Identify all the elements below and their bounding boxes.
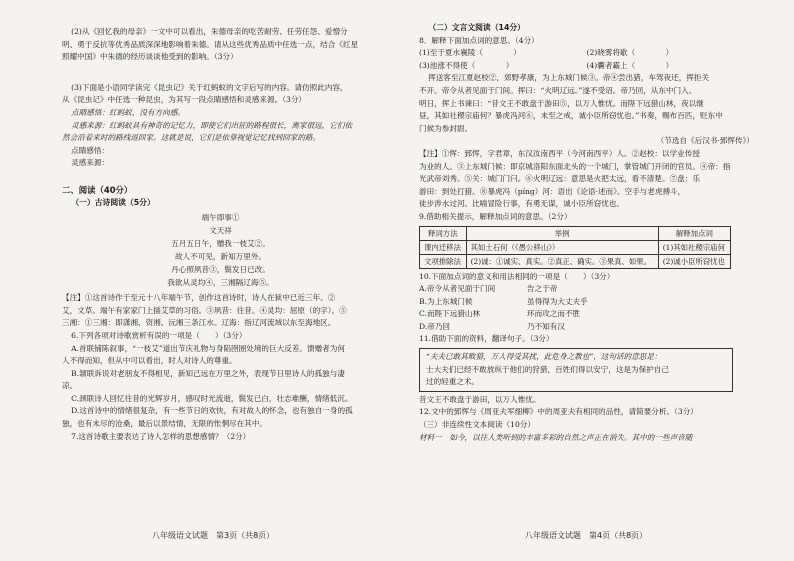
option-right: 乃不知有汉	[527, 321, 565, 331]
subsection-nontext: （三）非连续性文本阅读（10分）	[419, 420, 535, 430]
example-insight: 点睛感悟：红蚂蚁，没有方向感。	[71, 107, 186, 117]
q6-option-d-cont: 独，也有未尽的沧桑，最后以景结情，无限的怅惘尽在其中。	[62, 419, 268, 429]
note-line: 【注】①恽：郅恽，字君章，东汉汝南西平（今河南西平）人。②赵校：以学业传授	[419, 148, 700, 158]
box-line: 士大夫们已经不敢放纵于他们的狩猎，百姓们得以安宁，这是为保护自己	[426, 364, 669, 374]
option-left: B.为上东城门候	[419, 296, 473, 306]
passage-source: （节选自《后汉书·郅恽传》）	[656, 136, 754, 146]
poem-line: 我欲从灵均④，三湘隔辽海⑤。	[167, 278, 274, 288]
q2-text-2: 明、勇于反抗等优秀品质深深地影响着朱德。请从这些优秀品质中任选一点，结合《红星	[62, 39, 359, 49]
page-footer-right: 八年级语文试题 第4页（共8页）	[525, 531, 648, 541]
box-line: 过的轻重之术。	[426, 377, 480, 387]
q3-text-1: (3)下面是小语同学读完《昆虫记》关于红蚂蚁的文字后写的内容。请仿照此内容，	[71, 82, 348, 92]
table-header: 解释加点词	[658, 226, 730, 240]
q2-text-1: (2)从《回忆我的母亲》一文中可以看出，朱德母亲的吃苦耐劳、任劳任怨、爱憎分	[71, 27, 348, 36]
table-cell: 文项排除法	[420, 254, 467, 268]
table-cell: (2)诚小臣所窃忧也	[658, 254, 730, 268]
note-line: 游田：到处打猎。⑧暴虎冯（píng）河：语出《论语·述而》。空手与老虎搏斗，	[419, 186, 686, 196]
q10-option-b	[419, 296, 754, 309]
q6-option-a: A.首联铺陈叙事，“一枝艾”道出节庆礼物与身陷囹圄处境的巨大反差。馈赠者为何	[71, 343, 345, 353]
q3-text-2: 从《昆虫记》中任选一种昆虫，为其写一段点睛感悟和灵感来源。（3分）	[62, 95, 307, 105]
q6-stem: 6.下列各项对诗歌赏析有误的一项是（ ）（3分）	[71, 330, 247, 340]
example-source-1: 灵感来源：红蚂蚁具有神奇的记忆力，即使它们出征的路程很长，离家很远，它们依	[71, 120, 353, 130]
table-header: 举例	[466, 226, 658, 240]
q8-row-2	[419, 60, 754, 73]
answer-space	[62, 64, 379, 82]
q10-option-a	[419, 283, 754, 296]
option-left: C.而陛下远猎山林	[419, 309, 481, 319]
q9-table	[419, 226, 731, 269]
subsection-poem: （一）古诗阅读（5分）	[71, 197, 155, 207]
q9-stem: 9.借助相关提示，解释加点词的意思。（2分）	[419, 211, 572, 221]
q10-option-c	[419, 308, 754, 321]
q8-item-1: (1)至于夏水襄陵（ ）	[419, 48, 521, 58]
option-right: 环而攻之而不胜	[527, 309, 581, 319]
table-cell: (1)其如社稷宗庙何	[658, 240, 730, 254]
spacer	[62, 170, 379, 180]
table-cell: 其如土石何（《愚公移山》）	[466, 240, 658, 254]
subsection-classical: （二）文言文阅读（14分）	[428, 23, 525, 32]
fill-source: 灵感来源：	[71, 158, 110, 168]
fill-insight: 点睛感悟：	[71, 145, 110, 155]
q11-stem: 11.借助下面的资料，翻译句子。（3分）	[419, 334, 554, 344]
page-footer-left: 八年级语文试题 第3页（共8页）	[152, 531, 275, 541]
poem-line: 丹心照夙昔③，鬓发日已改。	[171, 265, 270, 275]
passage-line: 挥送客至江夏赵校②，郊野孝康，为上东城门候③。帝④尝出猎，车驾夜还，挥拒关	[428, 73, 710, 83]
poem-line: 故人不可见，新知万里外。	[174, 252, 267, 262]
passage-line: 明日，挥上书谏曰：“昔文王不敢盘于游田⑤，以万人惟忧。而陛下远猎山林，夜以继	[419, 98, 704, 108]
q12-stem: 12.文中的郅恽与《周亚夫军细柳》中的周亚夫有相同的品性，请简要分析。（3分）	[419, 407, 698, 417]
q6-option-b: B.颔联诉说对老朋友不得相见，新知己远在万里之外，表现节日里诗人的孤独与凄	[71, 368, 345, 378]
option-left: A.帝令从者见面于门间	[419, 284, 496, 294]
passage-line: 昼，其如社稷宗庙何？暴虎冯河⑥，未至之戒，诚小臣所窃忧也。”书奏，赐布百匹，贬东中	[419, 111, 723, 121]
material-1: 材料一 如今，以往人类听到的丰富多彩的自然之声正在消失。其中的一些声音随	[419, 432, 693, 442]
q10-option-d	[419, 321, 754, 334]
note-line: 徒步涉水过河。比喻冒险行事，有勇无谋，诚小臣所窃忧也。	[419, 199, 625, 209]
poem-line: 五月五日午，赠我一枝艾②。	[171, 239, 270, 249]
option-left: D.帝乃回	[419, 321, 451, 331]
note-line: 光武帝刘秀。⑤关：城门门闩。⑥火明辽远：意思是火把太远，看不清楚。⑦盘：乐	[419, 174, 700, 184]
q6-option-d: D.这首诗中的情绪很复杂，有一些节日的欢快，有对故人的怀念，也有独自一身的孤	[71, 406, 353, 416]
q8-row-1	[419, 47, 754, 60]
table-cell: (2)诚：①诚实、真实。②真正、确实。③果真、如果。	[466, 254, 658, 268]
passage-line: 门候为参封尉。	[419, 123, 473, 133]
section-reading: 二、阅读（40分）	[62, 184, 133, 195]
table-cell: 课内迁移法	[420, 240, 467, 254]
q11-sentence: 昔文王不敢盘于游田，以万人惟忧。	[419, 394, 541, 404]
table-header: 释词方法	[420, 226, 467, 240]
q8-item-3: (3)池涨不得使（ ）	[419, 60, 514, 70]
q6-option-a-cont: 人不得而知，但从中可以看出，时人对诗人的尊重。	[62, 356, 237, 366]
q8-item-4: (4)囊者霸上（ ）	[586, 60, 674, 70]
note-line: 为业的人。③上东城门候：即京城洛阳东面北头的一个城门，掌管城门开闭的官员。④帝：指	[419, 161, 731, 171]
note-2: 艾，文草。端午有家家门上插艾草的习俗。③夙昔：往昔。④灵均：屈原（的字）。⑤	[62, 305, 347, 315]
q7-stem: 7.这首诗歌主要表达了诗人怎样的思想感情？（2分）	[71, 431, 251, 441]
q8-item-2: (2)晓雾将歇（ ）	[586, 48, 674, 58]
example-source-2: 然会沿着来时的路线返回家。这就是说，它们是依靠视觉记忆找到回家的路。	[62, 133, 321, 143]
passage-line: 不开。帝令从者见面于门间。挥曰：“火明辽远。”遂不受诏。帝乃回，从东中门入。	[419, 85, 697, 95]
q2-text-3: 照耀中国》中朱德的经历谈谈他受到的影响。（3分）	[62, 52, 238, 62]
page-right	[397, 0, 794, 561]
poem-author: 文天祥	[209, 226, 232, 236]
option-right: 虽得得为大丈夫乎	[527, 296, 588, 306]
note-3: 三湘：①三湘：即潇湘、资湘、沅湘三条江水。辽海：指辽河流域以东至海地区。	[62, 318, 336, 328]
poem-title: 端午即事①	[201, 213, 240, 223]
q6-option-b-cont: 凉。	[62, 381, 78, 391]
q11-reference-box	[419, 348, 733, 392]
option-right: 告之于帝	[527, 284, 558, 294]
poem	[62, 211, 379, 289]
box-line: “夫夫已敢其畋猎，万人得受其扰，此危身之教也”，这句话的意思是：	[426, 352, 662, 362]
q6-option-c: C.颈联诗人回忆往昔的光辉岁月，感叹时光流逝，鬓发已白，壮志难酬，情绪低沉。	[71, 393, 353, 403]
note-1: 【注】①这首诗作于至元十八年端午节，创作这首诗时，诗人在狱中已近三年。②	[62, 293, 336, 303]
q8-stem: 8．解释下面加点词的意思。（4分）	[419, 35, 539, 45]
q10-stem: 10.下面加点词的意义和用法相同的一项是（ ）（3分）	[419, 271, 615, 281]
